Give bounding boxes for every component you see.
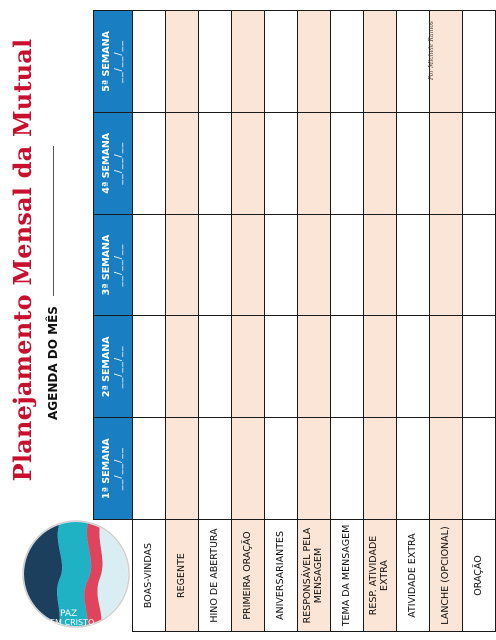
logo-text-line-1: PAZ — [60, 609, 78, 619]
table-cell[interactable] — [463, 316, 496, 418]
table-cell[interactable] — [397, 418, 430, 520]
planning-table — [93, 10, 496, 632]
table-cell[interactable] — [397, 112, 430, 214]
table-row — [298, 11, 331, 632]
table-cell[interactable] — [397, 316, 430, 418]
table-row — [265, 11, 298, 632]
table-cell[interactable] — [232, 316, 265, 418]
table-cell[interactable] — [199, 418, 232, 520]
row-label: BOAS-VINDAS — [133, 520, 166, 632]
table-cell[interactable] — [166, 316, 199, 418]
table-cell[interactable] — [364, 214, 397, 316]
week-date: __/__/__ — [113, 345, 124, 389]
row-label: ATIVIDADE EXTRA — [397, 520, 430, 632]
table-cell[interactable] — [265, 418, 298, 520]
table-cell[interactable] — [430, 112, 463, 214]
week-date: __/__/__ — [113, 243, 124, 287]
table-cell[interactable] — [397, 214, 430, 316]
table-cell[interactable] — [199, 316, 232, 418]
row-label: HINO DE ABERTURA — [199, 520, 232, 632]
week-label: 5ª SEMANA — [101, 31, 113, 92]
agenda-heading — [46, 20, 60, 420]
table-cell[interactable] — [298, 11, 331, 113]
table-row — [133, 11, 166, 632]
table-cell[interactable] — [166, 11, 199, 113]
table-cell[interactable] — [463, 418, 496, 520]
table-cell[interactable] — [166, 418, 199, 520]
table-cell[interactable] — [364, 11, 397, 113]
table-cell[interactable] — [331, 11, 364, 113]
row-label: ORAÇÃO — [463, 520, 496, 632]
table-cell[interactable] — [298, 418, 331, 520]
table-row — [397, 11, 430, 632]
week-date: __/__/__ — [113, 39, 124, 83]
table-cell[interactable] — [133, 11, 166, 113]
table-row — [199, 11, 232, 632]
table-cell[interactable] — [232, 214, 265, 316]
table-row — [232, 11, 265, 632]
table-cell[interactable] — [265, 112, 298, 214]
week-header-1 — [94, 418, 133, 520]
table-cell[interactable] — [463, 214, 496, 316]
table-cell[interactable] — [133, 112, 166, 214]
table-cell[interactable] — [463, 112, 496, 214]
month-blank-line — [53, 146, 54, 296]
logo-text-line-2: EM CRISTO — [50, 618, 95, 627]
table-cell[interactable] — [232, 418, 265, 520]
table-cell[interactable] — [133, 316, 166, 418]
table-row — [331, 11, 364, 632]
row-label: RESPONSÁVEL PELA MENSAGEM — [298, 520, 331, 632]
table-cell[interactable] — [298, 316, 331, 418]
table-cell[interactable] — [331, 316, 364, 418]
table-cell[interactable] — [298, 214, 331, 316]
row-label: TEMA DA MENSAGEM — [331, 520, 364, 632]
table-cell[interactable] — [265, 214, 298, 316]
row-label: RESP. ATIVIDADE EXTRA — [364, 520, 397, 632]
table-cell[interactable] — [133, 214, 166, 316]
week-label: 1ª SEMANA — [101, 438, 113, 499]
author-signature: Por Michele Ramos — [428, 20, 435, 80]
table-row — [463, 11, 496, 632]
table-cell[interactable] — [265, 11, 298, 113]
table-cell[interactable] — [331, 418, 364, 520]
table-cell[interactable] — [331, 112, 364, 214]
week-label: 4ª SEMANA — [101, 132, 113, 194]
row-label: ANIVERSARIANTES — [265, 520, 298, 632]
table-corner — [94, 520, 133, 632]
week-label: 2ª SEMANA — [101, 336, 113, 398]
row-label: PRIMEIRA ORAÇÃO — [232, 520, 265, 632]
table-cell[interactable] — [199, 214, 232, 316]
table-cell[interactable] — [463, 11, 496, 113]
table-cell[interactable] — [265, 316, 298, 418]
table-cell[interactable] — [331, 214, 364, 316]
week-date: __/__/__ — [113, 141, 124, 185]
table-row — [364, 11, 397, 632]
table-cell[interactable] — [397, 11, 430, 113]
table-row — [430, 11, 463, 632]
week-header-4 — [94, 112, 133, 214]
week-date: __/__/__ — [113, 447, 124, 491]
table-cell[interactable] — [430, 316, 463, 418]
week-header-2 — [94, 316, 133, 418]
week-header-3 — [94, 214, 133, 316]
table-cell[interactable] — [364, 112, 397, 214]
table-row — [166, 11, 199, 632]
table-cell[interactable] — [166, 112, 199, 214]
table-cell[interactable] — [199, 11, 232, 113]
page-title: Planejamento Mensal da Mutual — [8, 38, 37, 482]
table-cell[interactable] — [430, 214, 463, 316]
table-cell[interactable] — [166, 214, 199, 316]
table-cell[interactable] — [364, 316, 397, 418]
table-cell[interactable] — [298, 112, 331, 214]
row-label: LANCHE (OPCIONAL) — [430, 520, 463, 632]
table-cell[interactable] — [199, 112, 232, 214]
week-label: 3ª SEMANA — [101, 234, 113, 296]
agenda-label: AGENDA DO MÊS — [46, 306, 60, 420]
table-cell[interactable] — [430, 418, 463, 520]
table-cell[interactable] — [232, 11, 265, 113]
table-header-row — [94, 11, 133, 632]
week-header-5 — [94, 11, 133, 113]
table-cell[interactable] — [133, 418, 166, 520]
table-cell[interactable] — [364, 418, 397, 520]
table-cell[interactable] — [232, 112, 265, 214]
row-label: REGENTE — [166, 520, 199, 632]
